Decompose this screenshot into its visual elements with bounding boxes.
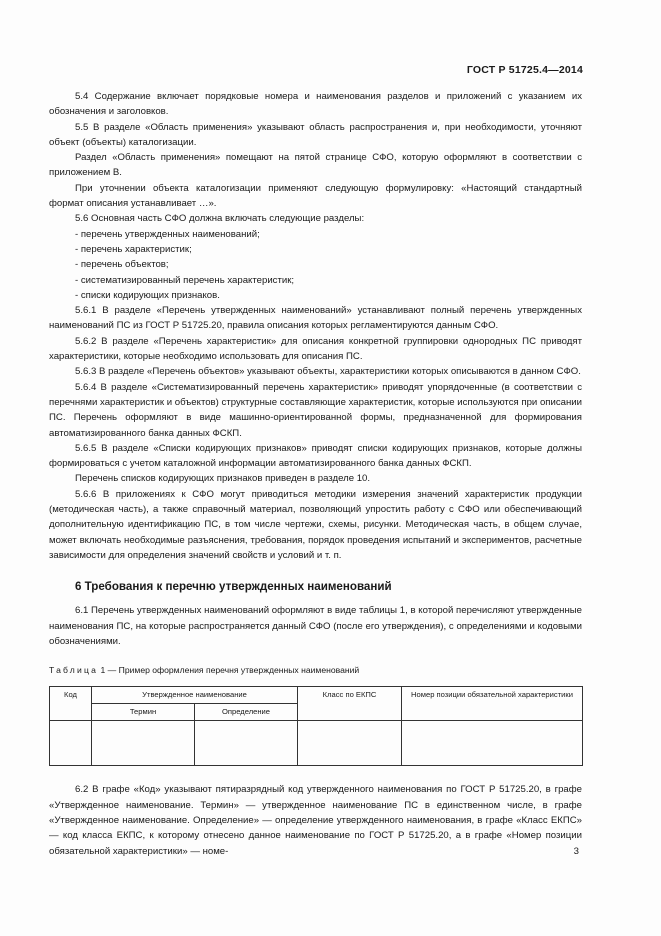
table-cell (195, 721, 298, 766)
table-cell (298, 721, 402, 766)
list-item: - перечень объектов; (75, 259, 169, 271)
paragraph-codes-list: Перечень списков кодирующих признаков приведен в разделе 10. (75, 473, 371, 485)
paragraph-5-6-2: 5.6.2 В разделе «Перечень характеристик» для описания конкретной группировки однородных ПС приводят характеристики, которые необходимо использовать для описания ПС. (49, 335, 582, 363)
header-definition: Определение (195, 704, 298, 721)
paragraph-scope-section: Раздел «Область применения» помещают на пятой странице СФО, которую оформляют в соответствии с приложением В. (49, 152, 582, 179)
section-6-heading: 6 Требования к перечню утвержденных наименований (75, 580, 392, 594)
paragraph-5-6-6: 5.6.6 В приложениях к СФО могут приводиться методики измерения значений характеристик продукции (методическая часть), а также справочный материал, позволяющий упростить работу с СФО или обеспечивающий дополнительную идентификацию ПС, в том числе чертежи, схемы, рисунки. Методическая часть, в общем случае, может включать необходимые разъяснения, требования, порядок проведения испытаний и экспериментов, расчетные зависимости для определения значений свойств и условий и т. п. (49, 488, 582, 561)
paragraph-5-6-5: 5.6.5 В разделе «Списки кодирующих признаков» приводят списки кодирующих признаков, которые должны формироваться с учетом каталожной информации автоматизированного банка данных ФСКП. (49, 442, 582, 470)
paragraph-scope-wording: При уточнении объекта каталогизации применяют следующую формулировку: «Настоящий стандартный формат описания устанавливает …». (49, 182, 582, 210)
approved-names-table (49, 686, 583, 766)
document-id-header: ГОСТ Р 51725.4—2014 (466, 64, 583, 76)
paragraph-5-6: 5.6 Основная часть СФО должна включать следующие разделы: (75, 213, 365, 225)
header-term: Термин (92, 704, 195, 721)
table-cell (50, 721, 92, 766)
paragraph-5-6-3: 5.6.3 В разделе «Перечень объектов» указывают объекты, характеристики которых описываются в данном СФО. (75, 366, 581, 378)
header-approved-name: Утвержденное наименование (92, 687, 298, 704)
list-item: - перечень характеристик; (75, 243, 192, 255)
list-item: - систематизированный перечень характеристик; (75, 274, 295, 286)
header-position: Номер позиции обязательной характеристики (402, 687, 583, 721)
header-code: Код (50, 687, 92, 721)
paragraph-5-6-4: 5.6.4 В разделе «Систематизированный перечень характеристик» приводят упорядоченные (в соответствии с перечнями характеристик и объектов) структурные составляющие характеристик, которые используются при описании ПС. Перечень оформляют в виде машинно-ориентированной формы, предназначенной для формирования автоматизированного банка данных ФСКП. (49, 381, 582, 439)
header-class: Класс по ЕКПС (298, 687, 402, 721)
table-caption (49, 663, 582, 678)
table-caption-word: Таблица (49, 665, 99, 676)
paragraph-6-1: 6.1 Перечень утвержденных наименований оформляют в виде таблицы 1, в которой перечисляют утвержденные наименования ПС, на которые распространяется данный СФО (после его утверждения), с определениями и кодовыми обозначениями. (49, 605, 582, 647)
paragraph-5-6-1: 5.6.1 В разделе «Перечень утвержденных наименований» устанавливают полный перечень утвержденных наименований ПС из ГОСТ Р 51725.20, правила описания которых регламентируются данным СФО. (49, 305, 582, 332)
paragraph-5-5: 5.5 В разделе «Область применения» указывают область распространения и, при необходимости, уточняют объект (объекты) каталогизации. (49, 121, 582, 148)
list-item: - списки кодирующих признаков. (75, 289, 220, 301)
table-row (50, 721, 583, 766)
page-content (49, 89, 582, 859)
list-item: - перечень утвержденных наименований; (75, 228, 260, 240)
paragraph-6-2: 6.2 В графе «Код» указывают пятиразрядный код утвержденного наименования по ГОСТ Р 51725.20, в графе «Утвержденное наименование. Термин» — утвержденное наименование ПС в единственном числе, в графе «Утвержденное наименование. Определение» — определение утвержденного наименования, в графе «Класс ЕКПС» — код класса ЕКПС, к которому отнесено данное наименование по ГОСТ Р 51725.20, а в графе «Номер позиции обязательной характеристики» — номе- (49, 784, 582, 857)
page-number: 3 (573, 846, 579, 857)
table-caption-text: 1 — Пример оформления перечня утвержденных наименований (100, 665, 360, 676)
paragraph-5-4: 5.4 Содержание включает порядковые номера и наименования разделов и приложений с указанием их обозначения и заголовков. (49, 91, 582, 118)
table-cell (92, 721, 195, 766)
table-cell (402, 721, 583, 766)
